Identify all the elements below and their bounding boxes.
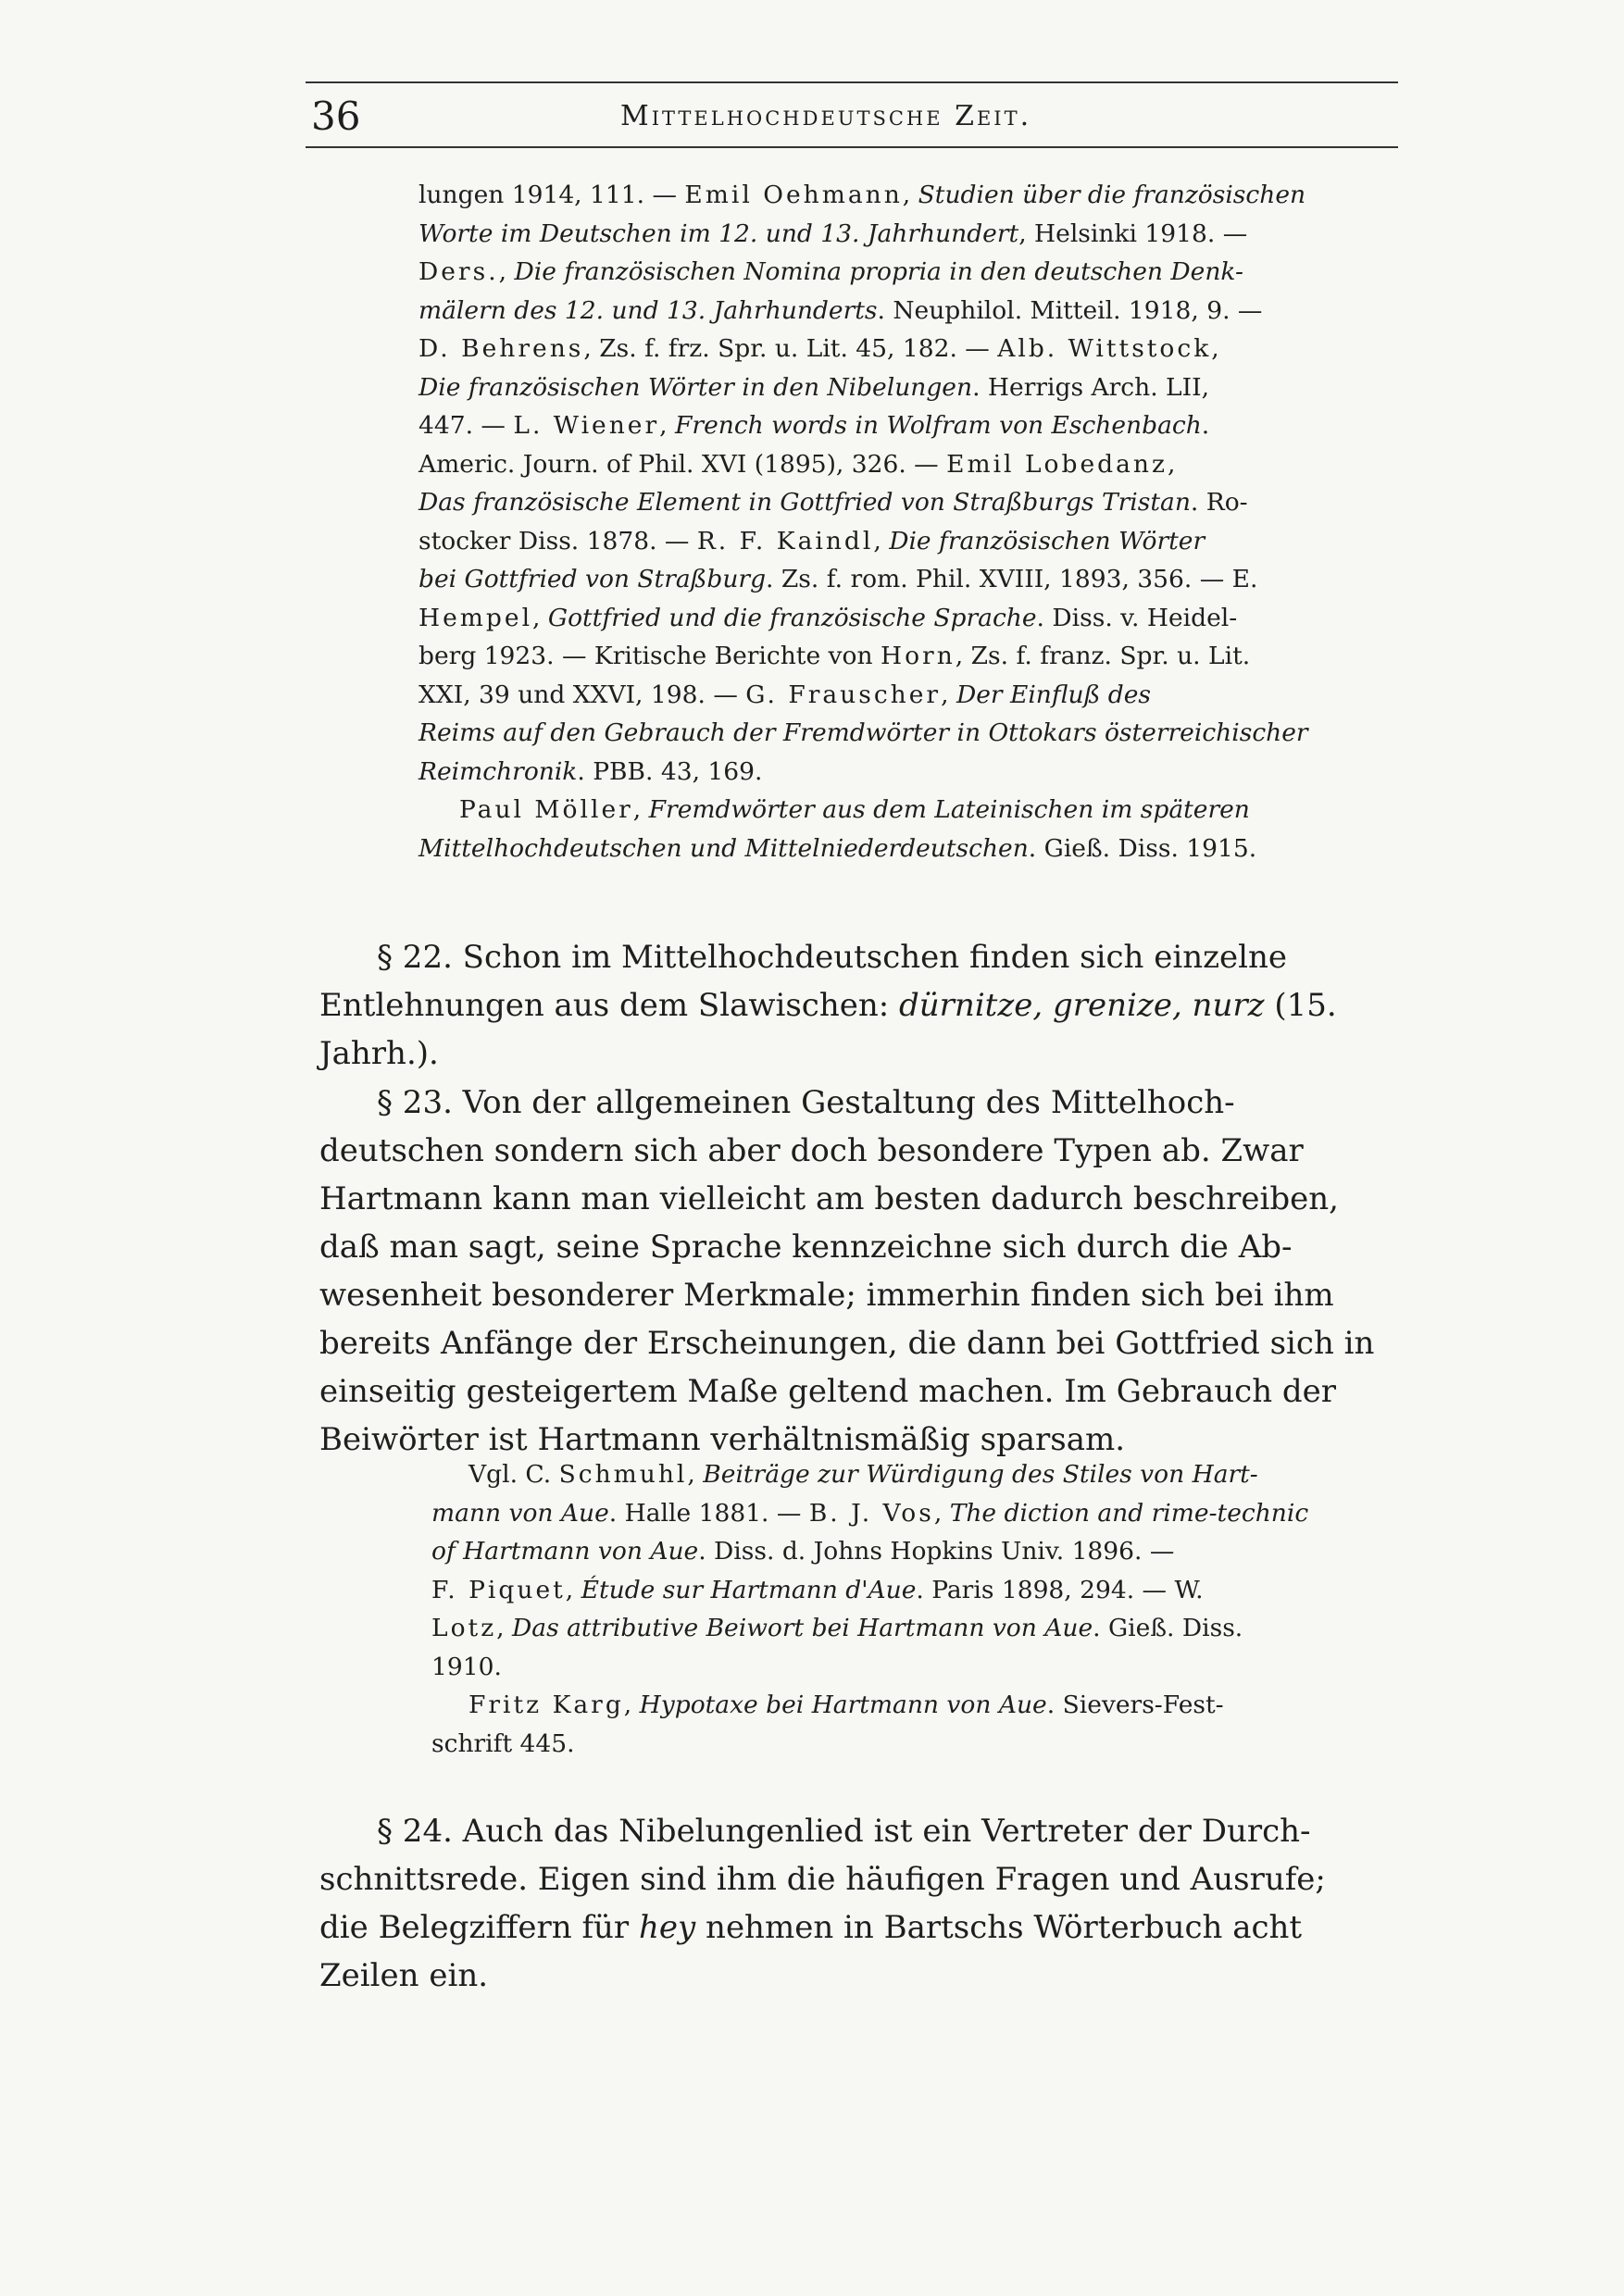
work-title: Étude sur Hartmann d'Aue [581, 1575, 917, 1604]
ref-line: Lotz, Das attributive Beiwort bei Hartmann von Aue. Gieß. Diss. [431, 1614, 1243, 1642]
text-line: § 24. Auch das Nibelungenlied ist ein Vertreter der Durch- [377, 1813, 1311, 1850]
work-title: Die französischen Wörter [889, 526, 1206, 555]
header-bottom-rule [306, 146, 1398, 148]
work-title: mann von Aue [431, 1498, 609, 1528]
text-line: einseitig gesteigertem Maße geltend machen. Im Gebrauch der [319, 1373, 1337, 1410]
work-title: Fremdwörter aus dem Lateinischen im späteren [648, 795, 1250, 824]
work-title: Gottfried und die französische Sprache [547, 603, 1037, 632]
section-24 [319, 1807, 1398, 2000]
loanword-examples: dürnitze, grenize, nurz [899, 987, 1265, 1024]
running-head: Mittelhochdeutsche Zeit. [620, 100, 1032, 132]
author-name: Lotz [431, 1614, 497, 1642]
references-block [431, 1455, 1398, 1763]
work-title: Die französischen Nomina propria in den deutschen Denk- [514, 257, 1243, 286]
text-line: bereits Anfänge der Erscheinungen, die dann bei Gottfried sich in [319, 1325, 1375, 1362]
text-line: wesenheit besonderer Merkmale; immerhin finden sich bei ihm [319, 1277, 1334, 1314]
author-name: Ders. [418, 257, 499, 286]
lit-line: Mittelhochdeutschen und Mittelniederdeutschen. Gieß. Diss. 1915. [418, 833, 1257, 863]
work-title: The diction and rime-technic [949, 1498, 1309, 1528]
text-line: die Belegziffern für hey nehmen in Bartschs Wörterbuch acht [319, 1909, 1303, 1946]
text-line: Entlehnungen aus dem Slawischen: dürnitze, grenize, nurz (15. [319, 987, 1337, 1024]
work-title: Worte im Deutschen im 12. und 13. Jahrhundert [418, 218, 1019, 248]
author-name: B. J. Vos [808, 1498, 934, 1528]
lit-line: Ders., Die französischen Nomina propria in den deutschen Denk- [418, 257, 1243, 286]
work-title: Studien über die französischen [918, 181, 1306, 209]
literature-block [418, 176, 1400, 867]
text-line: § 22. Schon im Mittelhochdeutschen finden sich einzelne [377, 939, 1288, 976]
lit-line: XXI, 39 und XXVI, 198. — G. Frauscher, Der Einfluß des [418, 680, 1151, 709]
author-name: Alb. Wittstock [997, 334, 1212, 363]
section-22 [319, 933, 1398, 1078]
text-line: schnittsrede. Eigen sind ihm die häufigen Fragen und Ausrufe; [319, 1861, 1326, 1898]
author-name: D. Behrens [418, 334, 584, 363]
author-name: Emil Lobedanz [946, 449, 1168, 479]
section-23 [319, 1079, 1398, 1464]
header-top-rule [306, 81, 1398, 83]
author-name: F. Piquet [431, 1575, 566, 1604]
lit-line: stocker Diss. 1878. — R. F. Kaindl, Die französischen Wörter [418, 526, 1206, 555]
lit-line: Die französischen Wörter in den Nibelungen. Herrigs Arch. LII, [418, 372, 1210, 402]
text-line: deutschen sondern sich aber doch besondere Typen ab. Zwar [319, 1132, 1304, 1169]
text-line: § 23. Von der allgemeinen Gestaltung des Mittelhoch- [377, 1084, 1235, 1121]
work-title: French words in Wolfram von Eschenbach [675, 411, 1202, 440]
lit-line: Worte im Deutschen im 12. und 13. Jahrhundert, Helsinki 1918. — [418, 218, 1248, 248]
work-title: mälern des 12. und 13. Jahrhunderts [418, 295, 878, 325]
lit-line: Hempel, Gottfried und die französische Sprache. Diss. v. Heidel- [418, 603, 1238, 632]
author-name: Hempel [418, 603, 533, 632]
lit-line [418, 714, 1400, 753]
author-name: Schmuhl [558, 1460, 688, 1489]
lit-line: Americ. Journ. of Phil. XVI (1895), 326. — Emil Lobedanz, [418, 449, 1176, 479]
ref-line: schrift 445. [431, 1728, 575, 1758]
lit-line: Paul Möller, Fremdwörter aus dem Lateinischen im späteren [459, 795, 1250, 824]
work-title: Das französische Element in Gottfried von Straßburgs Tristan [418, 488, 1191, 517]
author-name: Emil Oehmann [684, 181, 903, 209]
work-title: Reims auf den Gebrauch der Fremdwörter in Ottokars österreichischer [418, 718, 1308, 747]
work-title: Mittelhochdeutschen und Mittelniederdeutschen [418, 833, 1029, 863]
author-name: Paul Möller [459, 795, 633, 824]
author-name: Horn [880, 642, 956, 670]
lit-line: bei Gottfried von Straßburg. Zs. f. rom. Phil. XVIII, 1893, 356. — E. [418, 565, 1258, 593]
text-line: Hartmann kann man vielleicht am besten dadurch beschreiben, [319, 1180, 1339, 1217]
text-line: daß man sagt, seine Sprache kennzeichne sich durch die Ab- [319, 1229, 1293, 1266]
text-line: Jahrh.). [319, 1035, 439, 1072]
lit-line: lungen 1914, 111. — Emil Oehmann, Studien über die französischen [418, 181, 1306, 209]
lit-line: 447. — L. Wiener, French words in Wolfram von Eschenbach. [418, 411, 1210, 440]
lit-line: Das französische Element in Gottfried von Straßburgs Tristan. Ro- [418, 488, 1248, 517]
lit-line: Reimchronik. PBB. 43, 169. [418, 756, 763, 786]
author-name: Fritz Karg [468, 1691, 624, 1719]
work-title: Reimchronik [418, 756, 578, 786]
ref-line: 1910. [431, 1652, 502, 1681]
ref-line: mann von Aue. Halle 1881. — B. J. Vos, The diction and rime-technic [431, 1498, 1309, 1528]
work-title: bei Gottfried von Straßburg [418, 565, 767, 593]
example-word: hey [639, 1909, 696, 1946]
text-line: Zeilen ein. [319, 1957, 489, 1994]
author-name: G. Frauscher [745, 680, 942, 709]
lit-line: D. Behrens, Zs. f. frz. Spr. u. Lit. 45, 182. — Alb. Wittstock, [418, 334, 1219, 363]
ref-line: F. Piquet, Étude sur Hartmann d'Aue. Paris 1898, 294. — W. [431, 1575, 1204, 1604]
work-title: of Hartmann von Aue [431, 1537, 699, 1566]
ref-line: Vgl. C. Schmuhl, Beiträge zur Würdigung des Stiles von Hart- [468, 1460, 1258, 1489]
lit-line: mälern des 12. und 13. Jahrhunderts. Neuphilol. Mitteil. 1918, 9. — [418, 295, 1263, 325]
author-name: L. Wiener [513, 411, 660, 440]
ref-line: Fritz Karg, Hypotaxe bei Hartmann von Aue. Sievers-Fest- [468, 1691, 1224, 1719]
ref-line: of Hartmann von Aue. Diss. d. Johns Hopkins Univ. 1896. — [431, 1537, 1175, 1566]
work-title: Beiträge zur Würdigung des Stiles von Hart- [703, 1460, 1258, 1489]
lit-line: berg 1923. — Kritische Berichte von Horn, Zs. f. franz. Spr. u. Lit. [418, 642, 1251, 670]
work-title: Der Einfluß des [956, 680, 1151, 709]
author-name: R. F. Kaindl [696, 526, 874, 555]
page-number: 36 [311, 94, 361, 139]
text-line: Beiwörter ist Hartmann verhältnismäßig sparsam. [319, 1421, 1126, 1458]
work-title: Die französischen Wörter in den Nibelungen [418, 372, 973, 402]
work-title: Das attributive Beiwort bei Hartmann von Aue [512, 1614, 1093, 1642]
work-title: Hypotaxe bei Hartmann von Aue [639, 1691, 1047, 1719]
